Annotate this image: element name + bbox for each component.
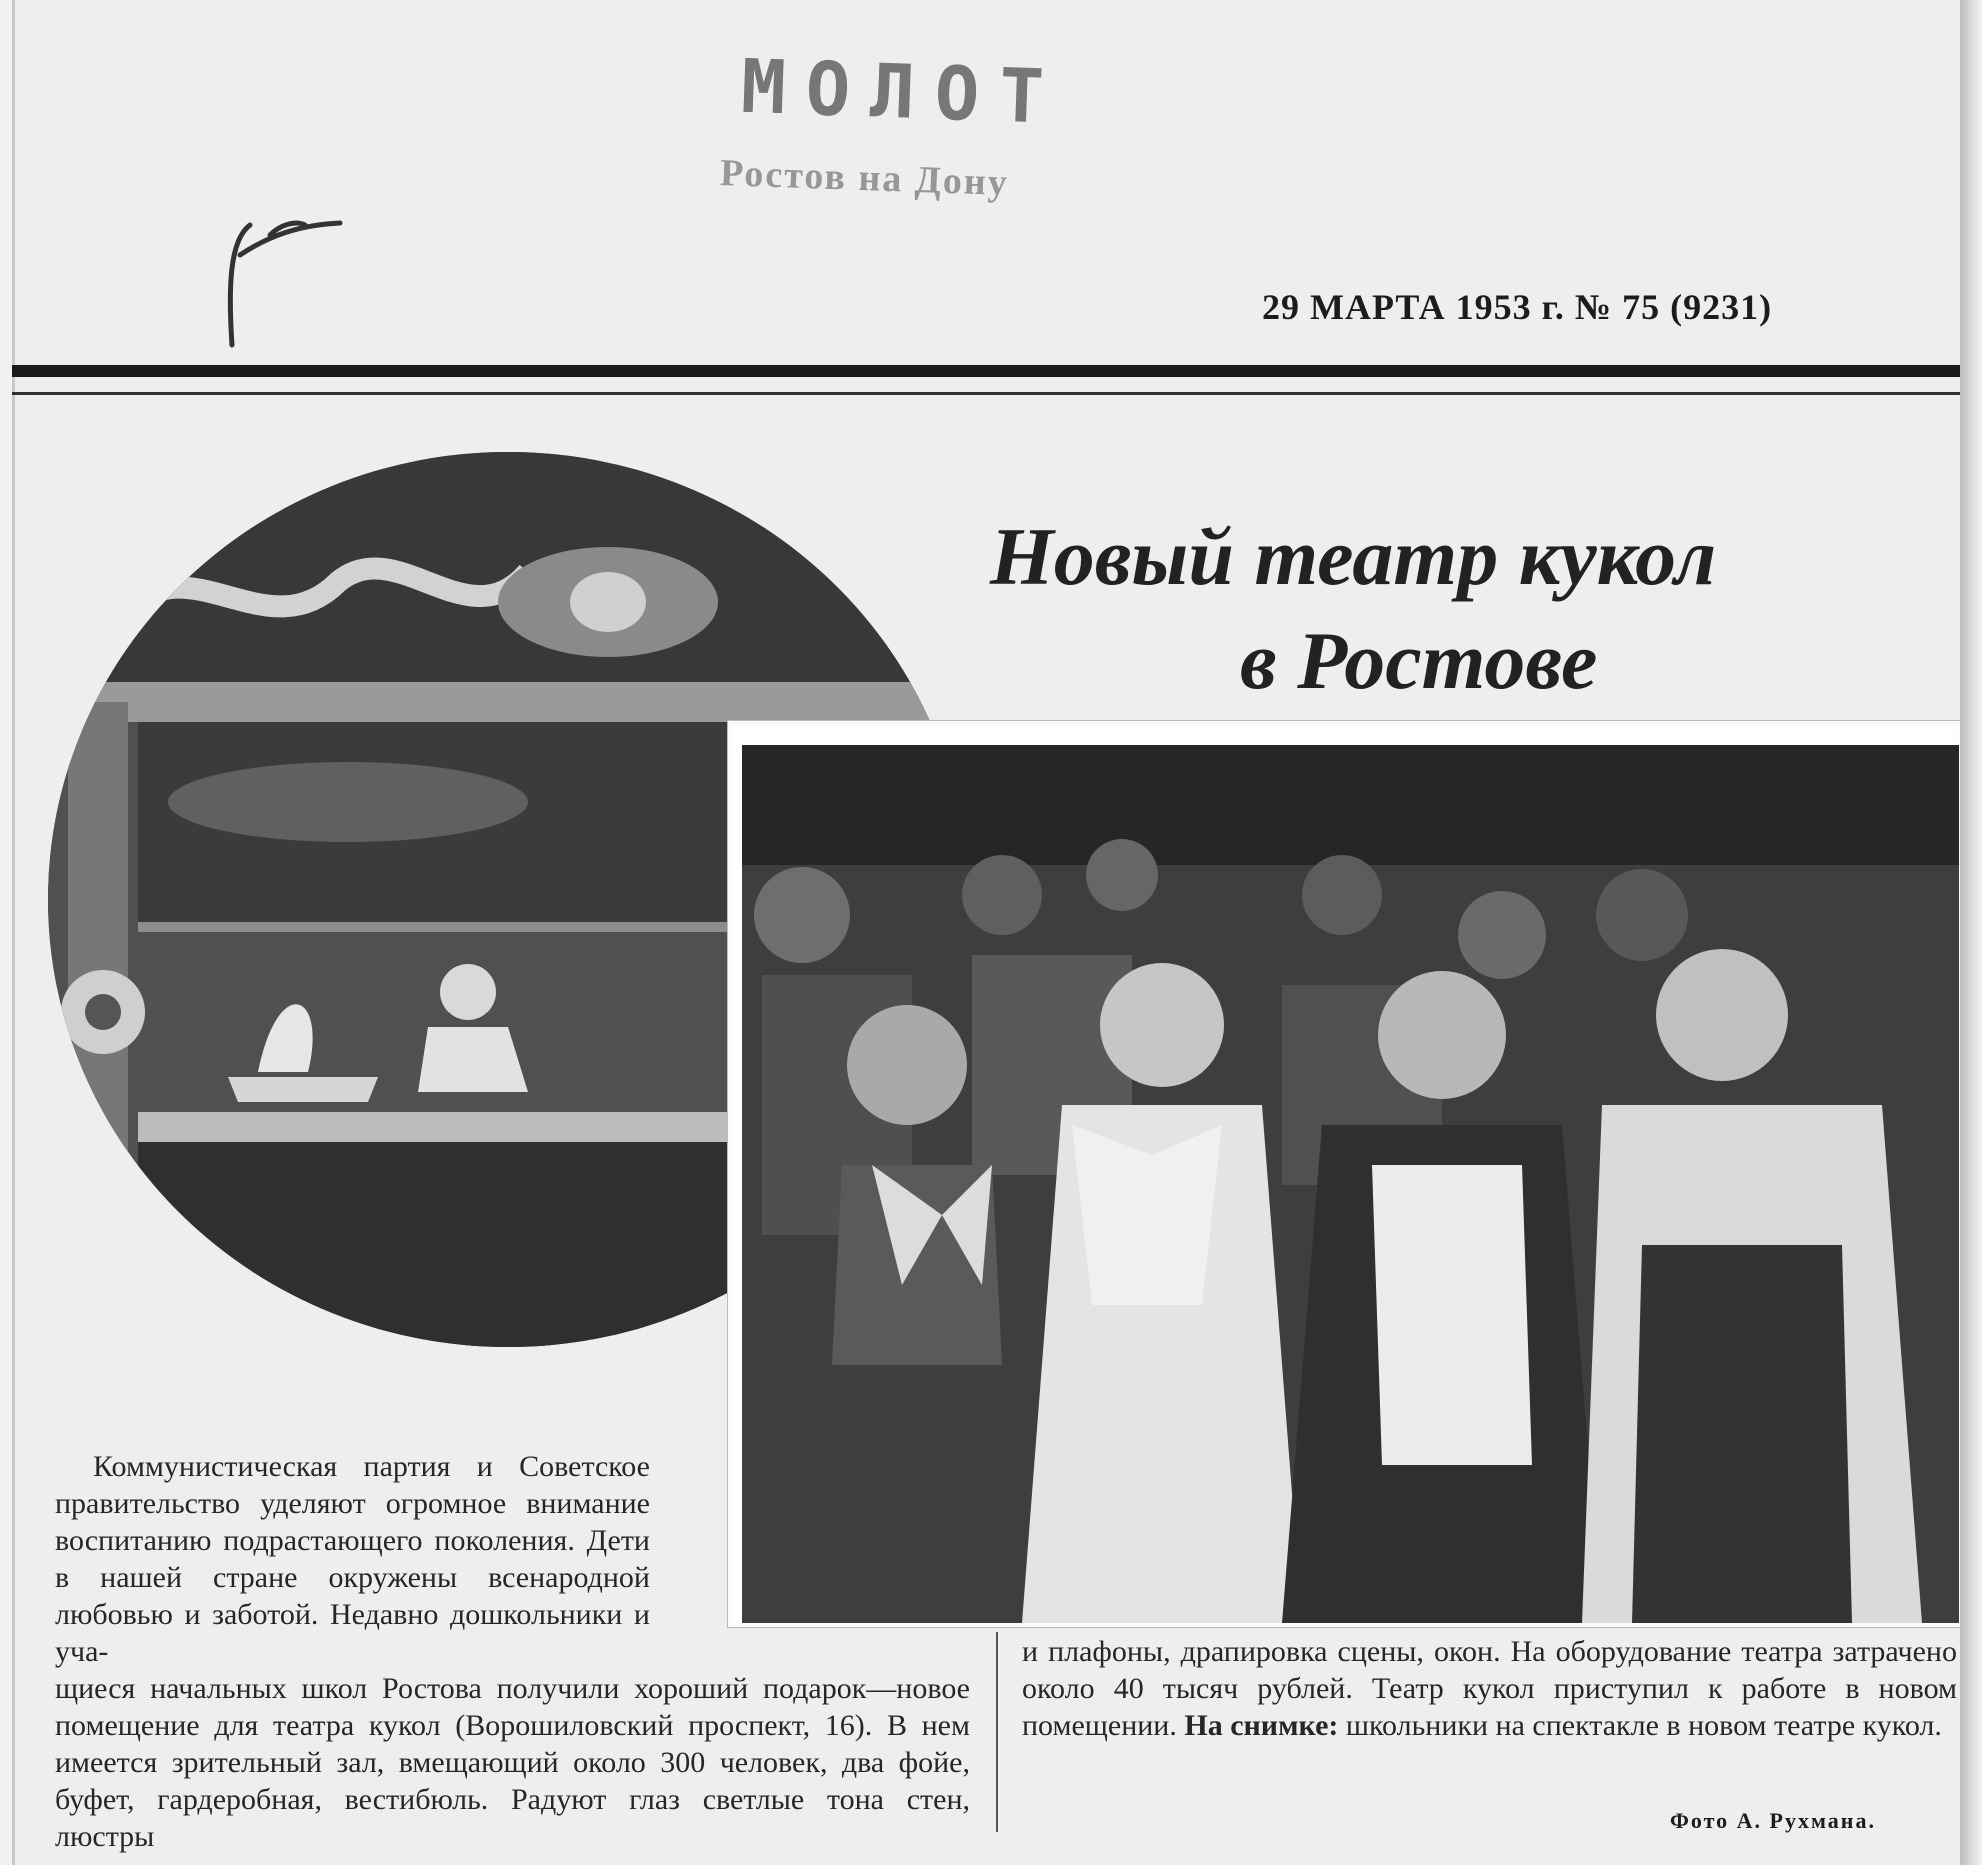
photo-caption-text: школьники на спектакле в новом театре кукол.	[1345, 1709, 1942, 1742]
issue-dateline: 29 МАРТА 1953 г. № 75 (9231)	[1262, 287, 1773, 327]
article-column-3	[1022, 1633, 1957, 1744]
newspaper-stamp	[697, 32, 1143, 217]
photo-credit: Фото А. Рухмана.	[1670, 1808, 1876, 1833]
headline-line-2: в Ростове	[1240, 615, 1598, 706]
stamp-subtitle: Ростов на Дону	[719, 152, 1010, 205]
stamp-title: МОЛОТ	[739, 43, 1066, 141]
header-rule-thin	[12, 392, 1967, 395]
article-column-2: щиеся начальных школ Ростова получили хороший подарок—новое помещение для театра кукол (Ворошиловский проспект, 16). В нем имеется зрительный зал, вмещающий около 300 человек, два фойе, буфет, гардеробная, вестибюль. Радуют глаз светлые тона стен, люстры	[55, 1672, 970, 1853]
children-audience-photo	[728, 721, 1963, 1627]
headline-line-1: Новый театр кукол	[990, 511, 1717, 602]
article-headline	[990, 505, 1716, 713]
header-rule-thick	[12, 365, 1967, 377]
column-separator	[996, 1632, 998, 1832]
handwritten-signature	[210, 195, 360, 365]
article-column-1: Коммунистическая партия и Советское правительство уделяют огромное внимание воспитанию подрастающего поколения. Дети в нашей стране окружены всенародной любовью и заботой. Недавно дошкольники и уча-	[55, 1450, 650, 1668]
photo-caption-label: На снимке:	[1184, 1709, 1339, 1742]
page-fold-edge	[1960, 0, 1982, 1865]
article-column-3-text: и плафоны, драпировка сцены, окон. На оборудование театра затрачено около 40 тысяч рублей. Театр кукол приступил к работе в новом помещении.	[1022, 1635, 1957, 1742]
